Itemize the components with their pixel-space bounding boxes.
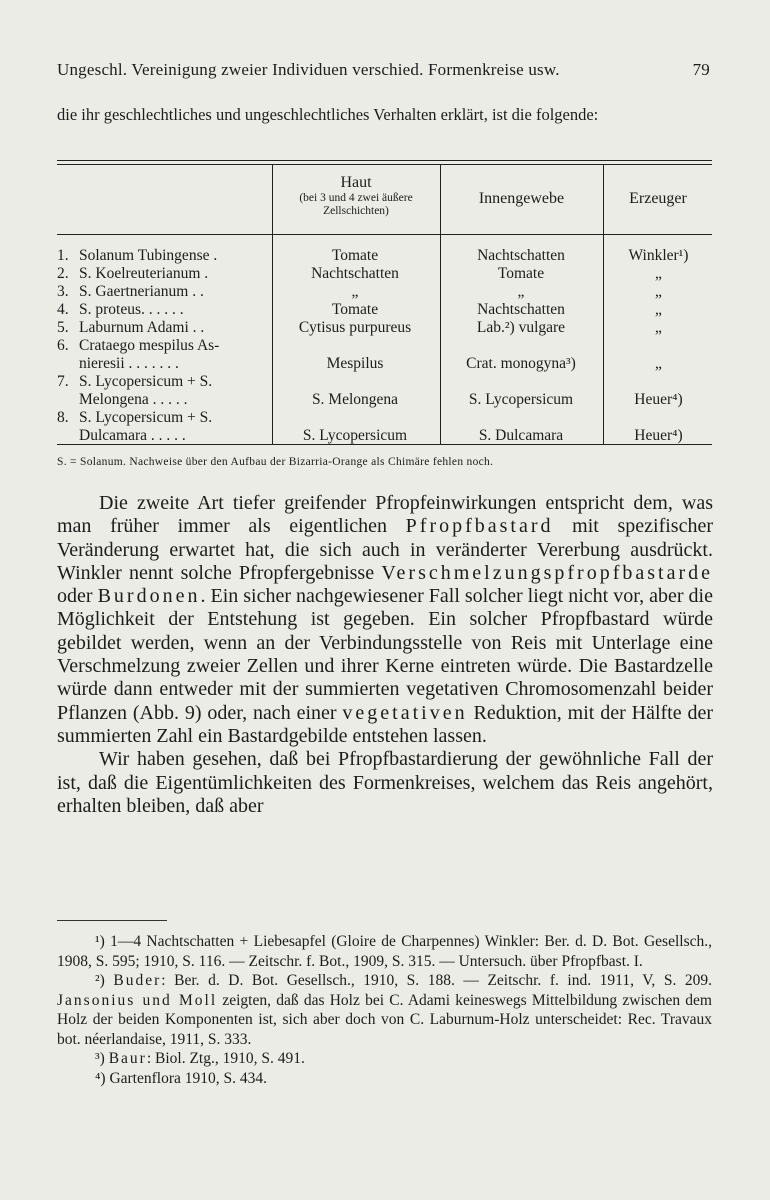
species-cell: S. Gaertnerianum . . <box>79 283 204 300</box>
footnote-mark: ³) <box>95 1050 109 1067</box>
innengewebe-cell: „ <box>517 283 525 300</box>
innengewebe-cell: Crat. monogyna³) <box>466 355 576 372</box>
table-row <box>57 373 712 391</box>
innengewebe-cell: Tomate <box>497 265 545 282</box>
table-row <box>57 337 712 355</box>
header-erzeuger: Erzeuger <box>629 190 687 207</box>
table-row <box>57 247 712 265</box>
table-footnote: S. = Solanum. Nachweise über den Aufbau der Bizarria-Orange als Chimäre fehlen noch. <box>57 456 494 468</box>
haut-cell: „ <box>351 283 359 300</box>
erzeuger-cell: „ <box>655 283 662 300</box>
header-haut <box>273 174 439 218</box>
body-text <box>57 492 713 818</box>
table-header-rule <box>57 234 712 235</box>
innengewebe-cell: Nachtschatten <box>477 301 565 318</box>
haut-cell: Cytisus purpureus <box>298 319 412 336</box>
erzeuger-cell: „ <box>655 301 662 318</box>
erzeuger-cell: Heuer⁴) <box>634 427 683 444</box>
species-cell: S. proteus. . . . . . <box>79 301 184 318</box>
table-row <box>57 319 712 337</box>
species-cell: Laburnum Adami . . <box>79 319 205 336</box>
species-cell: S. Lycopersicum + S. <box>79 409 213 426</box>
spaced-term: Verschmelzungspfropfbastarde <box>381 561 713 584</box>
text-run: zeigten, daß das Holz bei C. Adami keineswegs Mittelbildung zwischen dem Holz der beiden Komponenten ist, sich aber doch von C. Laburnum-Holz unterscheidet: Rec. Travaux bot. néerlandaise, 1911, S. 333. <box>57 991 712 1048</box>
table-row <box>57 427 712 445</box>
table-row <box>57 265 712 283</box>
running-head <box>57 60 710 80</box>
innengewebe-cell: Lab.²) vulgare <box>476 319 566 336</box>
innengewebe-cell: S. Lycopersicum <box>468 391 574 408</box>
table-top-rule-thin <box>57 164 712 165</box>
species-cell: Crataego mespilus As- <box>79 337 220 354</box>
header-innengewebe: Innengewebe <box>478 190 565 207</box>
haut-cell: Tomate <box>331 301 379 318</box>
table-row <box>57 355 712 373</box>
text-run: Die zweite Art tiefer greifender Pfropfeinwirkungen entspricht dem, was man früher immer als eigentlichen <box>57 492 713 538</box>
erzeuger-cell: „ <box>655 265 662 282</box>
haut-cell: Nachtschatten <box>311 265 399 282</box>
footnote-4: ⁴) Gartenflora 1910, S. 434. <box>95 1069 267 1087</box>
row-number: 5. <box>57 319 69 336</box>
haut-cell: Mespilus <box>326 355 384 372</box>
species-cell: S. Koelreuterianum . <box>79 265 209 282</box>
text-run: oder <box>57 585 98 608</box>
footnotes <box>57 932 712 1088</box>
row-number: 3. <box>57 283 69 300</box>
spaced-term: Burdonen <box>97 585 201 608</box>
intro-paragraph: die ihr geschlechtliches und ungeschlechtliches Verhalten erklärt, ist die folgende: <box>57 105 599 124</box>
table-row <box>57 301 712 319</box>
text-run: : Ber. d. D. Bot. Gesellsch., 1910, S. 188. — Zeitschr. f. ind. 1911, V, S. 209. <box>161 972 713 989</box>
author-names: Jansonius und Moll <box>57 991 218 1009</box>
running-title: Ungeschl. Vereinigung zweier Individuen verschied. Formenkreise usw. <box>57 60 560 79</box>
species-cell: nieresii . . . . . . . <box>79 355 179 372</box>
text-run: mit spezifischer Veränderung erwartet hat, die sich auch in veränderter Vererbung ausdrückt. Winkler nennt solche Pfropfergebnisse <box>57 515 713 584</box>
row-number: 8. <box>57 409 69 426</box>
erzeuger-cell: Heuer⁴) <box>634 391 683 408</box>
row-number: 7. <box>57 373 69 390</box>
row-number: 6. <box>57 337 69 354</box>
footnote-3 <box>57 1049 712 1069</box>
species-cell: Solanum Tubingense . <box>79 247 218 264</box>
table-body <box>57 247 712 445</box>
paragraph: Wir haben gesehen, daß bei Pfropfbastardierung der gewöhnliche Fall der ist, daß die Eigentümlichkeiten des Formenkreises, welchem das Reis angehört, erhalten bleiben, daß aber <box>57 748 713 817</box>
haut-cell: S. Melongena <box>311 391 399 408</box>
species-cell: Dulcamara . . . . . <box>79 427 186 444</box>
header-haut-label: Haut <box>340 174 372 191</box>
table-row <box>57 409 712 427</box>
innengewebe-cell: Nachtschatten <box>477 247 565 264</box>
erzeuger-cell: Winkler¹) <box>628 247 689 264</box>
row-number: 1. <box>57 247 69 264</box>
text-run: : Biol. Ztg., 1910, S. 491. <box>146 1050 305 1067</box>
author-name: Baur <box>108 1050 147 1067</box>
table-row <box>57 283 712 301</box>
species-cell: S. Lycopersicum + S. <box>79 373 213 390</box>
header-haut-note: (bei 3 und 4 zwei äußere Zellschichten) <box>299 192 413 217</box>
footnote-rule <box>57 920 167 921</box>
species-cell: Melongena . . . . . <box>79 391 188 408</box>
table-top-rule <box>57 160 712 161</box>
author-name: Buder <box>113 972 162 989</box>
footnote-mark: ²) <box>95 972 114 989</box>
spaced-term: Pfropfbastard <box>405 515 554 538</box>
paragraph <box>57 492 713 748</box>
row-number: 4. <box>57 301 69 318</box>
erzeuger-cell: „ <box>655 355 662 372</box>
table-row <box>57 391 712 409</box>
text-run: . Ein sicher nachgewiesener Fall solcher liegt nicht vor, aber die Möglichkeit der Entstehung ist gegeben. Ein solcher Pfropfbastard würde gebildet werden, wenn an der Verbindungsstelle von Reis mit Unterlage eine Verschmelzung zweier Zellen und ihrer Kerne eintreten würde. Die Bastardzelle würde dann entweder mit der summierten vegetativen Chromosomenzahl beider Pflanzen (Abb. 9) oder, nach einer <box>57 585 713 724</box>
row-number: 2. <box>57 265 69 282</box>
text-run: Reduktion, mit der Hälfte der summierten Zahl ein Bastardgebilde entstehen lassen. <box>57 701 714 747</box>
page-number: 79 <box>692 60 710 79</box>
haut-cell: S. Lycopersicum <box>302 427 408 444</box>
innengewebe-cell: S. Dulcamara <box>478 427 564 444</box>
haut-cell: Tomate <box>331 247 379 264</box>
footnote-2 <box>57 971 712 1049</box>
erzeuger-cell: „ <box>655 319 662 336</box>
spaced-term: vegetativen <box>342 701 468 724</box>
footnote-1: ¹) 1—4 Nachtschatten + Liebesapfel (Gloire de Charpennes) Winkler: Ber. d. D. Bot. Gesellsch., 1908, S. 595; 1910, S. 116. — Zeitschr. f. Bot., 1909, S. 315. — Untersuch. über Pfropfbast. I. <box>57 933 712 970</box>
